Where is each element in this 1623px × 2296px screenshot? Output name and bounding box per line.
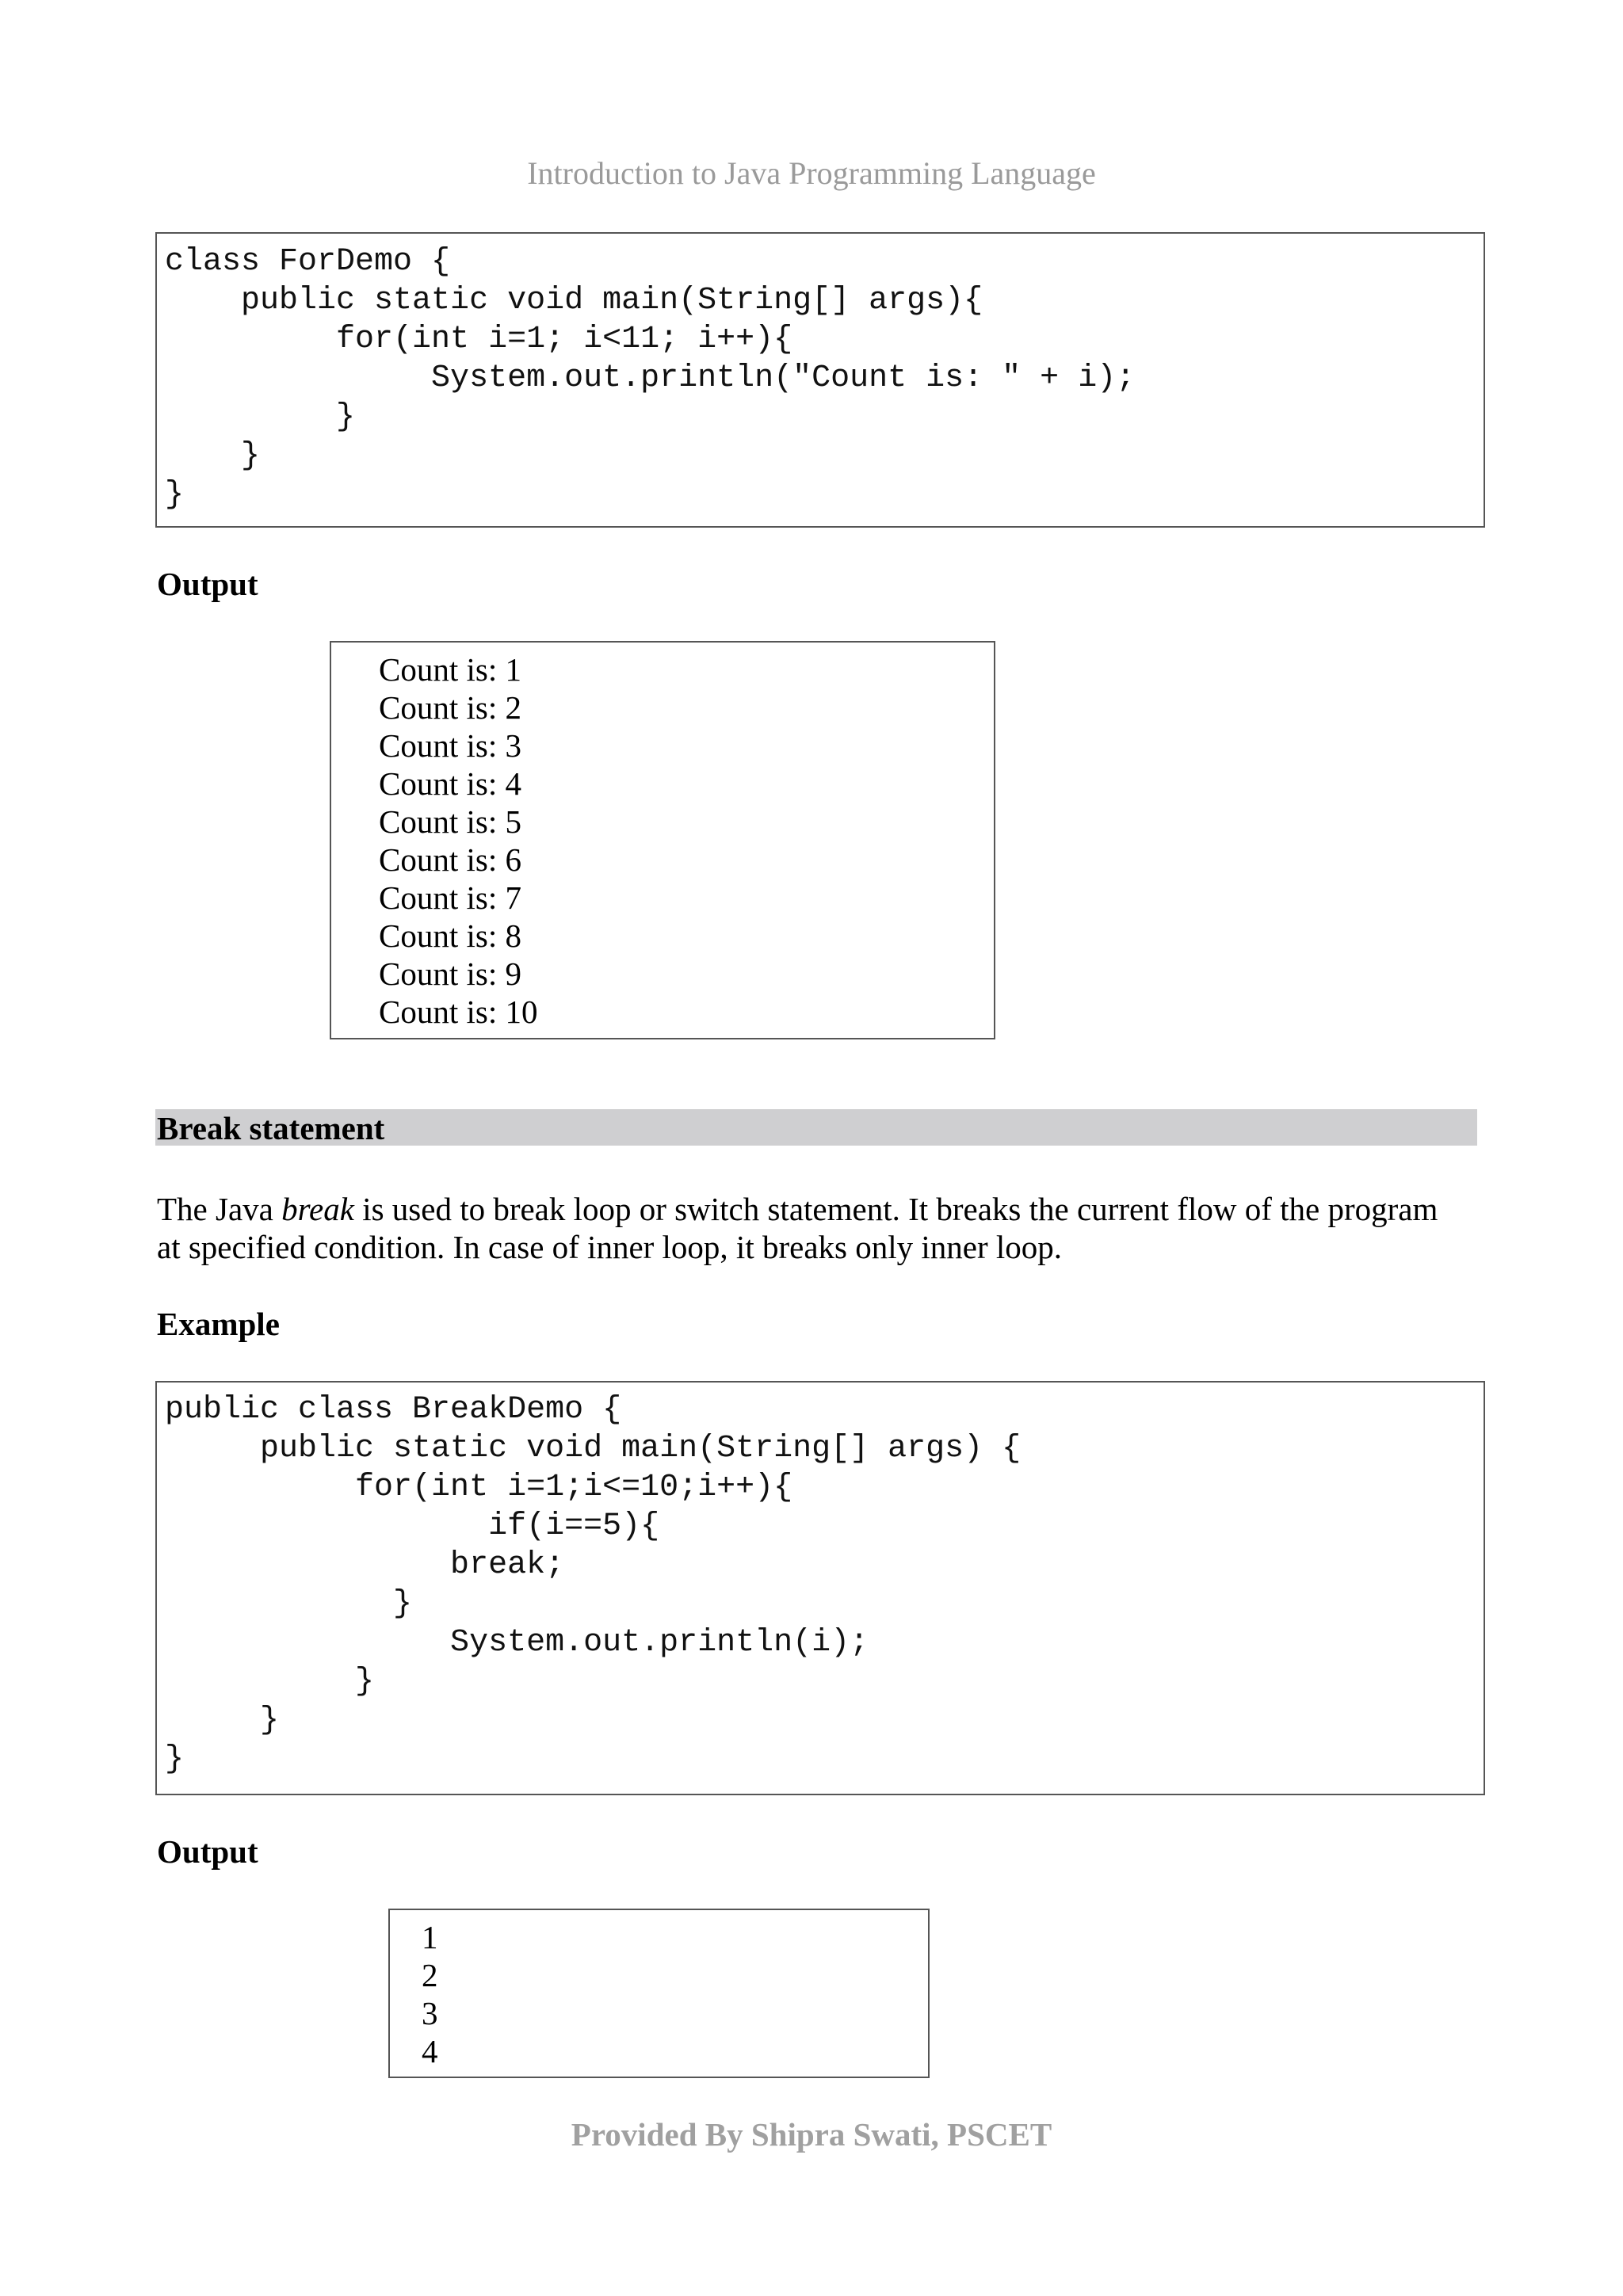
output-line: Count is: 8 <box>379 917 521 954</box>
output-line: Count is: 3 <box>379 727 521 764</box>
code-line: public class BreakDemo { <box>165 1392 622 1428</box>
code-line: public static void main(String[] args){ <box>165 283 983 318</box>
para-text: The Java <box>157 1191 282 1227</box>
output-line: Count is: 9 <box>379 955 521 992</box>
code-line: if(i==5){ <box>165 1508 660 1544</box>
code-line: } <box>165 1703 280 1738</box>
code-line: for(int i=1;i<=10;i++){ <box>165 1470 793 1505</box>
code-line: } <box>165 438 261 474</box>
example-heading: Example <box>157 1306 280 1342</box>
output-line: Count is: 4 <box>379 765 521 802</box>
code-line: break; <box>165 1547 565 1583</box>
output-line: Count is: 10 <box>379 994 538 1030</box>
code-line: public static void main(String[] args) { <box>165 1431 1022 1466</box>
output-heading: Output <box>157 1833 258 1870</box>
code-line: } <box>165 399 356 435</box>
output-line: 2 <box>422 1957 438 1993</box>
code-line: class ForDemo { <box>165 244 451 280</box>
break-description-line-2: at specified condition. In case of inner loop, it breaks only inner loop. <box>157 1229 1062 1265</box>
output-line: Count is: 1 <box>379 651 521 688</box>
page-header: Introduction to Java Programming Language <box>527 155 1096 191</box>
code-line: for(int i=1; i<11; i++){ <box>165 322 793 357</box>
break-description-line-1 <box>157 1190 1482 1228</box>
code-line: } <box>165 1664 375 1699</box>
output-heading: Output <box>157 566 258 602</box>
break-demo-output-box <box>388 1909 930 2078</box>
break-demo-code-block <box>155 1381 1485 1795</box>
output-line: Count is: 2 <box>379 689 521 726</box>
page-footer: Provided By Shipra Swati, PSCET <box>571 2116 1052 2153</box>
output-line: Count is: 6 <box>379 841 521 878</box>
for-demo-output-box <box>330 641 995 1039</box>
for-demo-code-block <box>155 232 1485 528</box>
output-line: Count is: 5 <box>379 803 521 840</box>
code-line: System.out.println("Count is: " + i); <box>165 360 1136 396</box>
code-line: System.out.println(i); <box>165 1625 869 1661</box>
code-line: } <box>165 1586 413 1622</box>
code-line: } <box>165 1741 185 1777</box>
output-line: Count is: 7 <box>379 879 521 916</box>
para-italic-keyword: break <box>281 1191 354 1227</box>
output-line: 1 <box>422 1919 438 1955</box>
output-line: 3 <box>422 1995 438 2031</box>
section-title: Break statement <box>157 1110 385 1146</box>
output-line: 4 <box>422 2033 438 2069</box>
para-text: is used to break loop or switch statement. It breaks the current flow of the program <box>353 1191 1438 1227</box>
code-line: } <box>165 477 185 513</box>
